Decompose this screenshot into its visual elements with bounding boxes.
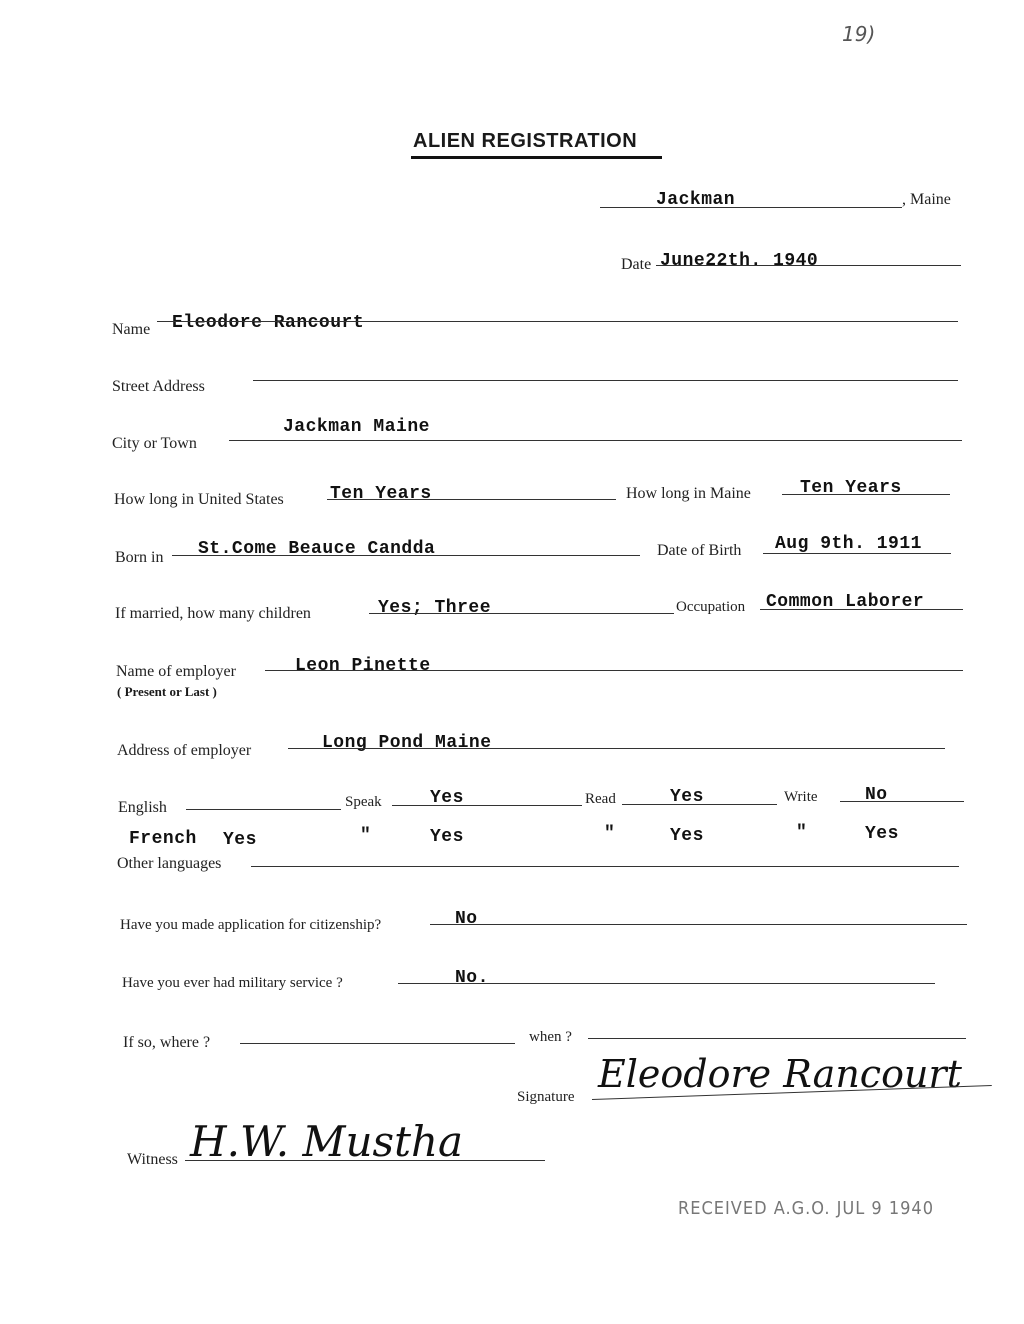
born-line — [172, 555, 640, 556]
occupation-label: Occupation — [676, 599, 746, 615]
english-read-value: Yes — [670, 787, 704, 807]
french-write-ditto: " — [796, 823, 808, 843]
french-speak-ditto: " — [360, 826, 372, 846]
street-label: Street Address — [112, 378, 205, 395]
occupation-line — [760, 609, 963, 610]
french-name: French — [129, 829, 197, 849]
city-line — [229, 440, 962, 441]
maine-line — [782, 494, 950, 495]
signature-handwriting: Eleodore Rancourt — [598, 1052, 962, 1096]
citizenship-value: No — [455, 909, 478, 929]
speak-label: Speak — [345, 794, 382, 810]
english-write-value: No — [865, 785, 888, 805]
name-line — [157, 321, 958, 322]
town-value: Jackman — [656, 190, 736, 210]
military-line — [398, 983, 935, 984]
state-label: , Maine — [902, 191, 951, 208]
date-line — [656, 265, 961, 266]
married-line — [369, 613, 674, 614]
english-speak-value: Yes — [430, 788, 464, 808]
us-value: Ten Years — [330, 484, 432, 504]
french-speak-value: Yes — [430, 827, 464, 847]
when-label: when ? — [529, 1029, 572, 1045]
write-label: Write — [784, 789, 818, 805]
name-label: Name — [112, 321, 151, 338]
maine-value: Ten Years — [800, 478, 902, 498]
employer-line — [265, 670, 963, 671]
employer-value: Leon Pinette — [295, 656, 431, 676]
speak-line — [392, 805, 582, 806]
write-line — [840, 801, 964, 802]
title-underline — [411, 156, 662, 159]
witness-line — [185, 1160, 545, 1161]
where-line — [240, 1043, 515, 1044]
military-label: Have you ever had military service ? — [122, 975, 343, 991]
dob-line — [763, 553, 951, 554]
us-label: How long in United States — [114, 491, 284, 508]
read-label: Read — [585, 791, 616, 807]
employer-note: ( Present or Last ) — [117, 684, 217, 699]
employer-address-label: Address of employer — [117, 742, 252, 759]
born-value: St.Come Beauce Candda — [198, 539, 436, 559]
town-line — [600, 207, 902, 208]
when-line — [588, 1038, 966, 1039]
married-value: Yes; Three — [378, 598, 492, 618]
citizenship-line — [430, 924, 967, 925]
date-value: June22th. 1940 — [660, 251, 819, 271]
citizenship-label: Have you made application for citizenship? — [120, 917, 382, 933]
born-label: Born in — [115, 549, 164, 566]
page-number: 19) — [842, 22, 876, 46]
other-languages-line — [251, 866, 959, 867]
where-label: If so, where ? — [123, 1034, 211, 1051]
dob-value: Aug 9th. 1911 — [775, 534, 922, 554]
city-label: City or Town — [112, 435, 197, 452]
witness-handwriting: H.W. Mustha — [190, 1117, 464, 1166]
employer-label: Name of employer — [116, 663, 236, 680]
other-languages-label: Other languages — [117, 855, 222, 872]
english-label: English — [118, 799, 167, 816]
occupation-value: Common Laborer — [766, 592, 925, 612]
french-write-value: Yes — [865, 824, 899, 844]
maine-label: How long in Maine — [626, 485, 751, 502]
read-line — [622, 804, 777, 805]
military-value: No. — [455, 968, 489, 988]
english-line — [186, 809, 341, 810]
dob-label: Date of Birth — [657, 542, 742, 559]
form-title: ALIEN REGISTRATION — [413, 130, 638, 152]
employer-address-line — [288, 748, 945, 749]
witness-label: Witness — [127, 1151, 178, 1168]
name-value: Eleodore Rancourt — [172, 313, 365, 333]
city-value: Jackman Maine — [283, 417, 430, 437]
french-value: Yes — [223, 830, 257, 850]
signature-label: Signature — [517, 1089, 575, 1105]
employer-address-value: Long Pond Maine — [322, 733, 492, 753]
married-label: If married, how many children — [115, 605, 311, 622]
received-stamp: RECEIVED A.G.O. JUL 9 1940 — [678, 1198, 935, 1219]
french-read-value: Yes — [670, 826, 704, 846]
street-line — [253, 380, 958, 381]
date-label: Date — [621, 256, 652, 273]
us-line — [327, 499, 616, 500]
french-read-ditto: " — [604, 824, 616, 844]
